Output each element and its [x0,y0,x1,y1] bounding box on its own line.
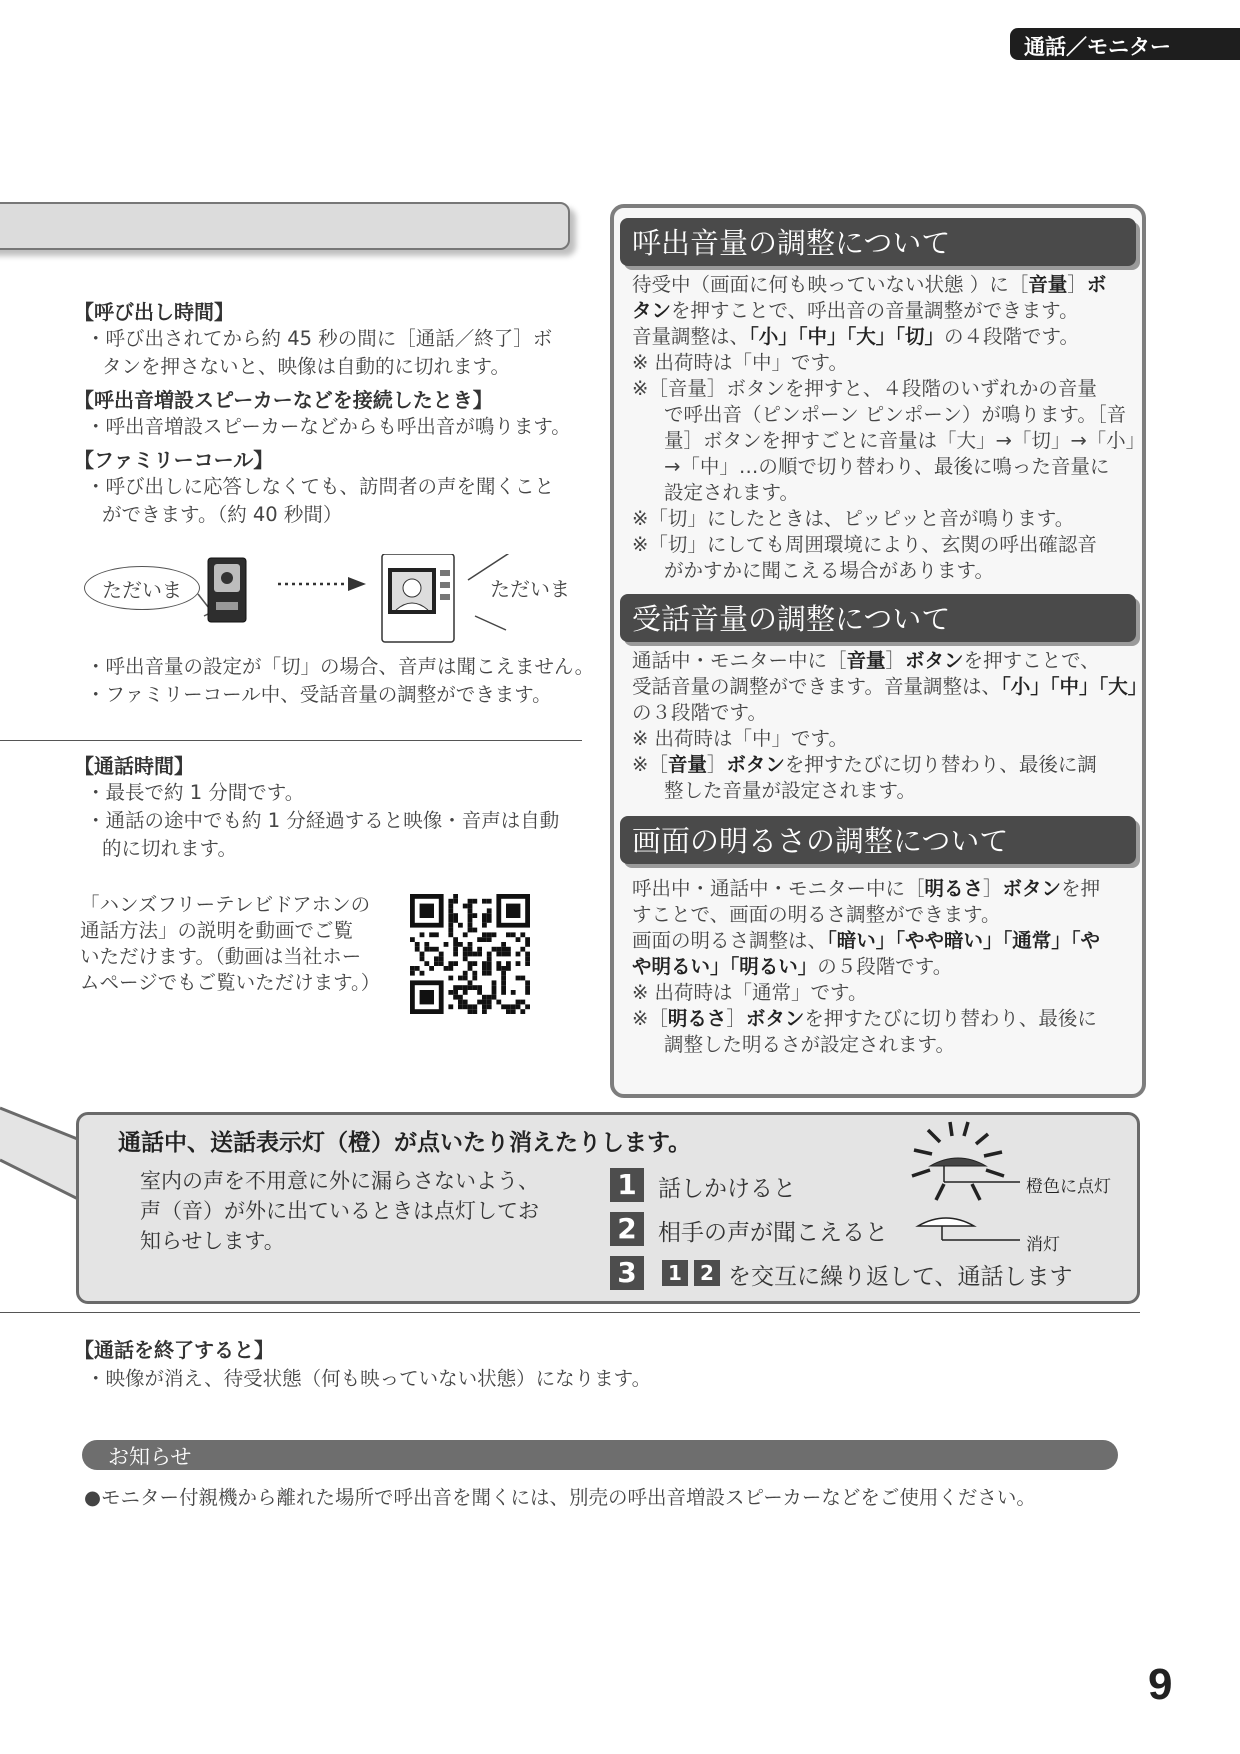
notice-bar [82,1440,1118,1470]
step-1-number: 1 [610,1168,644,1202]
t: 明るさ [924,877,984,900]
step-3-text: を交互に繰り返して、通話します [728,1264,1073,1290]
talk-volume-n1: ※ 出荷時は「中」です。 [632,727,848,750]
doorphone-illustration [190,554,530,644]
t: 通話中・モニター中に［ [632,649,847,672]
call-time-heading: 【呼び出し時間】 [74,300,234,324]
t: ボ [1086,273,1107,296]
t: 音量 [846,649,886,672]
talk-time-heading: 【通話時間】 [74,754,194,778]
video-line-2: 通話方法」の説明を動画でご覧 [80,919,354,942]
t: ］ [983,877,1003,900]
talk-time-line-2: ・通話の途中でも約 1 分経過すると映像・音声は自動 [86,809,560,832]
t: を押すことで、 [963,649,1100,672]
t: を押 [1061,877,1101,900]
t: や明るい」「明るい」 [632,955,818,978]
speech-bubble [84,566,200,610]
ring-volume-n2-1: ※［音量］ボタンを押すと、４段階のいずれかの音量 [632,377,1097,400]
t: ］ [885,649,906,672]
t: ボタン [726,753,785,776]
ring-volume-n4-1: ※「切」にしても周囲環境により、玄関の呼出確認音 [632,533,1097,556]
call-time-line-2: タンを押さないと、映像は自動的に切れます。 [102,355,510,378]
ring-volume-title: 呼出音量の調整について [620,218,1136,266]
ring-volume-n3: ※「切」にしたときは、ピッピッと音が鳴ります。 [632,507,1075,530]
talk-time-line-1: ・最長で約 1 分間です。 [86,781,305,804]
lamp-off-label: 消灯 [1026,1235,1060,1255]
divider [0,740,582,741]
talk-time-line-3: 的に切れます。 [102,837,237,860]
call-time-line-1: ・呼び出されてから約 45 秒の間に［通話／終了］ボ [86,327,553,350]
indicator-desc-2: 声（音）が外に出ているときは点灯してお [140,1199,539,1223]
indicator-desc-1: 室内の声を不用意に外に漏らさないよう、 [140,1169,539,1193]
end-call-heading: 【通話を終了すると】 [74,1338,274,1362]
ring-volume-n2-2: で呼出音（ピンポーン ピンポーン）が鳴ります。［音 [664,403,1127,426]
ring-volume-n2-5: 設定されます。 [664,481,799,504]
t: ※［ [632,1007,668,1030]
family-call-line-1: ・呼び出しに応答しなくても、訪問者の声を聞くこと [86,475,555,498]
section-tab: 通話／モニター [1010,28,1240,60]
talk-volume-n2-2: 整した音量が設定されます。 [664,779,916,802]
mini-step-1: 1 [662,1260,688,1286]
t: ※［ [632,753,668,776]
step-3-number: 3 [610,1256,644,1290]
family-call-line-2: ができます。（約 40 秒間） [102,503,343,526]
ring-volume-p3 [632,324,1079,350]
qr-code[interactable] [410,894,530,1014]
volume-button-ref: 音量 [1028,273,1068,296]
t: を押すたびに切り替わり、最後に [804,1007,1097,1030]
talk-volume-p1 [632,648,1100,674]
brightness-n2 [632,1006,1097,1032]
t: 「小」「中」「大」「切」 [749,325,945,348]
talk-volume-p3: の３段階です。 [632,701,767,724]
t: を押すたびに切り替わり、最後に調 [784,753,1097,776]
talk-volume-title: 受話音量の調整について [620,594,1136,642]
brightness-n2-2: 調整した明るさが設定されます。 [664,1033,955,1056]
brightness-p3 [632,928,1100,954]
ring-volume-n4-2: がかすかに聞こえる場合があります。 [664,559,994,582]
t: タン [632,299,672,322]
t: 「暗い」「やや暗い」「通常」「や [827,929,1101,952]
step-1-text: 話しかけると [658,1176,796,1202]
ring-volume-p1 [632,272,1106,298]
t: 受話音量の調整ができます。音量調整は、 [632,675,1001,698]
brightness-p1 [632,876,1100,902]
t: の４段階です。 [944,325,1079,348]
speaker-heading: 【呼出音増設スピーカーなどを接続したとき】 [74,388,493,412]
note-line-2: ・ファミリーコール中、受話音量の調整ができます。 [86,683,552,706]
t: ボタン [745,1007,805,1030]
indicator-title: 通話中、送話表示灯（橙）が点いたり消えたりします。 [118,1130,692,1156]
t: 「小」「中」「大」 [1000,675,1148,698]
ring-volume-n1: ※ 出荷時は「中」です。 [632,351,848,374]
voice-label: ただいま [490,577,570,601]
ring-volume-n2-4: →「中」…の順で切り替わり、最後に鳴った音量に [664,455,1110,478]
notice-line: ●モニター付親機から離れた場所で呼出音を聞くには、別売の呼出音増設スピーカーなどをご使用ください。 [84,1486,1036,1509]
t: 画面の明るさ調整は、 [632,929,828,952]
t: ］ [1067,273,1087,296]
mini-step-2: 2 [694,1260,720,1286]
step-2-number: 2 [610,1212,644,1246]
family-call-heading: 【ファミリーコール】 [74,448,274,472]
t: を押すことで、呼出音の音量調整ができます。 [671,299,1079,322]
brightness-p2: すことで、画面の明るさ調整ができます。 [632,903,1001,926]
t: ボタン [1002,877,1062,900]
brightness-p4 [632,954,952,980]
t: 待受中（画面に何も映っていない状態 ）に［ [632,273,1029,296]
indicator-desc-3: 知らせします。 [140,1229,285,1253]
t: ］ [706,753,727,776]
t: ボタン [905,649,964,672]
bubble-text: ただいま [102,578,182,602]
talk-volume-n2 [632,752,1097,778]
indicator-lamp-icon [896,1120,1026,1260]
video-line-4: ムページでもご覧いただけます。） [80,971,381,994]
notice-label: お知らせ [108,1445,192,1469]
end-call-line: ・映像が消え、待受状態（何も映っていない状態）になります。 [86,1367,652,1390]
talk-volume-p2 [632,674,1147,700]
t: の５段階です。 [817,955,953,978]
left-section-banner [0,202,570,250]
t: 音量 [667,753,707,776]
video-line-3: いただけます。（動画は当社ホー [80,945,362,968]
t: ］ [726,1007,746,1030]
note-line-1: ・呼出音量の設定が「切」の場合、音声は聞こえません。 [86,655,595,678]
t: 明るさ [667,1007,727,1030]
t: 呼出中・通話中・モニター中に［ [632,877,925,900]
lamp-on-label: 橙色に点灯 [1026,1177,1111,1197]
t: 音量調整は、 [632,325,750,348]
step-2-text: 相手の声が聞こえると [658,1220,888,1246]
page-number: 9 [1148,1660,1173,1709]
divider [0,1312,1140,1313]
ring-volume-n2-3: 量］ボタンを押すごとに音量は「大」→「切」→「小」 [664,429,1146,452]
speaker-line-1: ・呼出音増設スピーカーなどからも呼出音が鳴ります。 [86,415,571,438]
brightness-title: 画面の明るさの調整について [620,816,1136,864]
video-line-1: 「ハンズフリーテレビドアホンの [80,893,371,916]
brightness-n1: ※ 出荷時は「通常」です。 [632,981,868,1004]
ring-volume-p2 [632,298,1079,324]
